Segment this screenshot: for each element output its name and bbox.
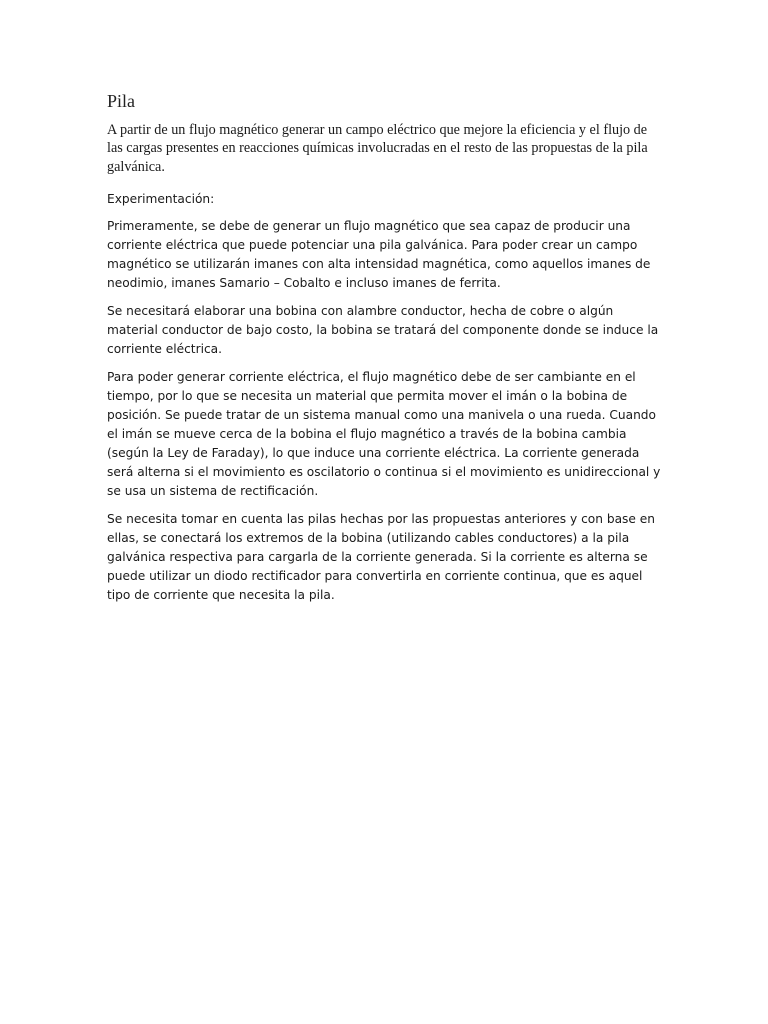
body-paragraph-1: Primeramente, se debe de generar un flujo magnético que sea capaz de producir una corriente eléctrica que puede potenciar una pila galvánica. Para poder crear un campo magnético se utilizarán imanes con alta intensidad magnética, como aquellos imanes de neodimio, imanes Samario – Cobalto e incluso imanes de ferrita. <box>107 219 651 291</box>
document-title: Pila <box>107 91 136 111</box>
body-paragraph-4: Se necesita tomar en cuenta las pilas hechas por las propuestas anteriores y con base en ellas, se conectará los extremos de la bobina (utilizando cables conductores) a la pila galvánica respectiva para cargarla de la corriente generada. Si la corriente es alterna se puede utilizar un diodo rectificador para convertirla en corriente continua, que es aquel tipo de corriente que necesita la pila. <box>107 512 655 603</box>
body-paragraph-3: Para poder generar corriente eléctrica, el flujo magnético debe de ser cambiante en el tiempo, por lo que se necesita un material que permita mover el imán o la bobina de posición. Se puede tratar de un sistema manual como una manivela o una rueda. Cuando el imán se mueve cerca de la bobina el flujo magnético a través de la bobina cambia (según la Ley de Faraday), lo que induce una corriente eléctrica. La corriente generada será alterna si el movimiento es oscilatorio o continua si el movimiento es unidireccional y se usa un sistema de rectificación. <box>107 370 661 499</box>
document-body <box>107 90 663 614</box>
body-paragraph-2: Se necesitará elaborar una bobina con alambre conductor, hecha de cobre o algún material conductor de bajo costo, la bobina se tratará del componente donde se induce la corriente eléctrica. <box>107 304 659 357</box>
section-heading: Experimentación: <box>107 191 215 206</box>
intro-paragraph: A partir de un flujo magnético generar un campo eléctrico que mejore la eficiencia y el flujo de las cargas presentes en reacciones químicas involucradas en el resto de las propuestas de la pila galvánica. <box>107 122 648 175</box>
